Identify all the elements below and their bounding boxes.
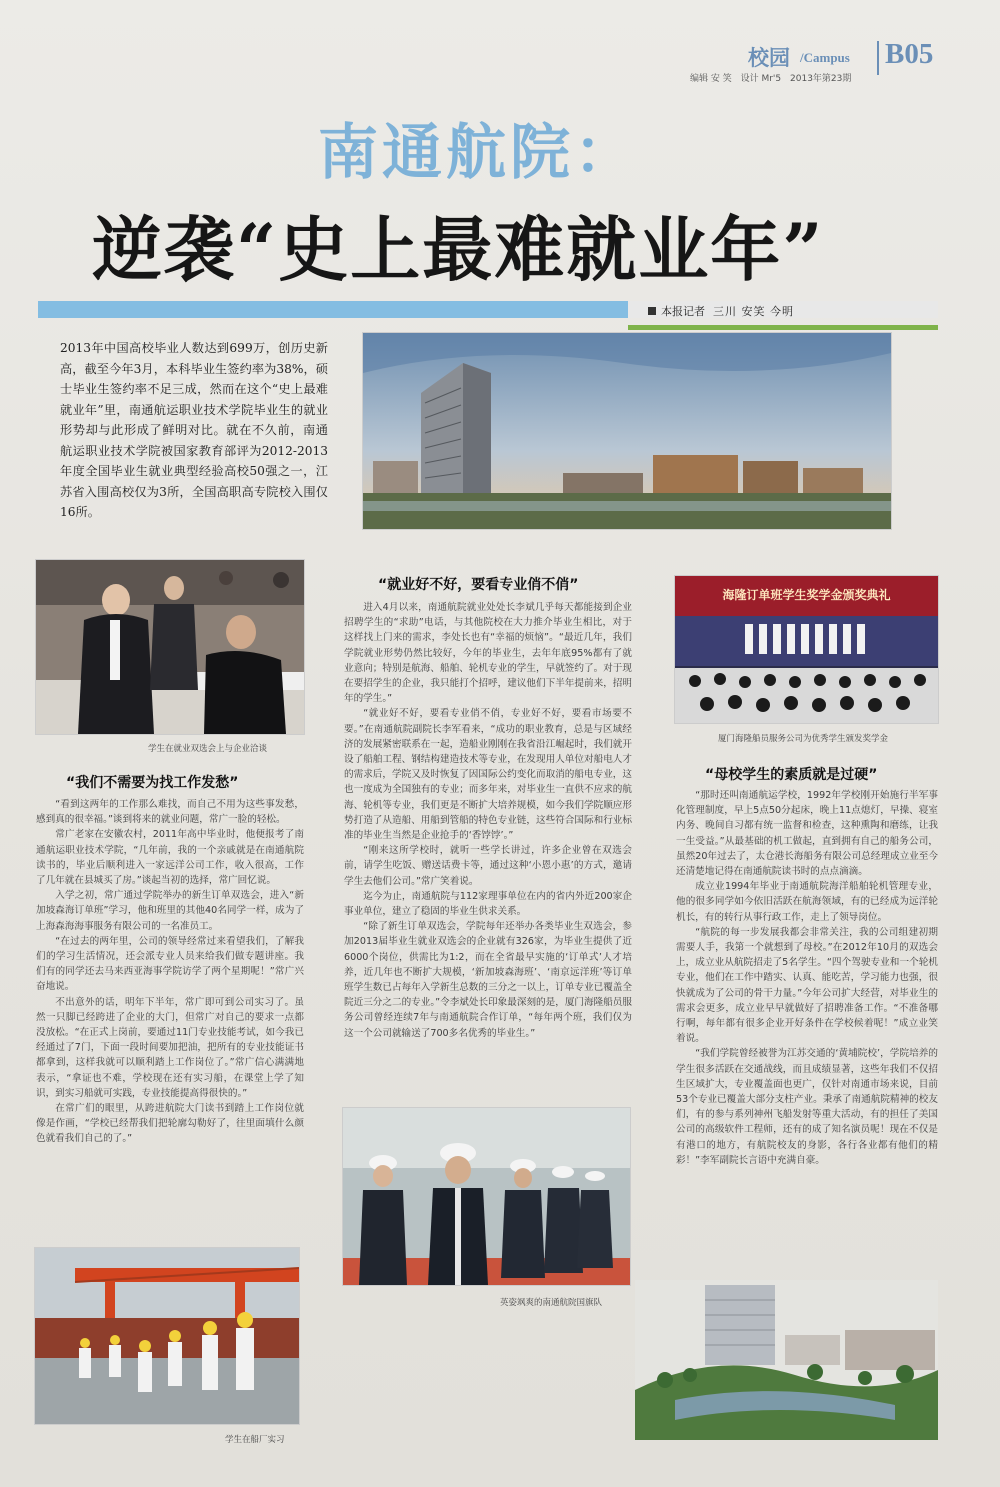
section-1-heading: “我们不需要为找工作发愁” [66,775,239,791]
section-1-body [36,797,304,1147]
flag-team-photo [343,1108,630,1285]
title-rule-blue [38,301,628,318]
paragraph: “航院的每一步发展我都会非常关注，我的公司组建初期需要人手，我第一个就想到了母校。”在2012年10月的双选会上，成立业从航院招走了5名学生。“四个驾驶专业和一个轮机专业，他们在工作中踏实、认真、能吃苦，学习能力也强，很快就成为了公司的骨干力量。”今年公司扩大经营，对毕业生的需求会更多，成立业早早就做好了招聘准备工作。“不准备哪行啊，每年都有很多企业开好条件在学校候着呢！”成立业笑着说。 [676,926,938,1045]
headline-line-1: 南通航院： [318,118,638,188]
section-2-body [344,600,632,1041]
shipyard-photo [35,1248,299,1424]
editor-credit: 编辑 安 笑 [690,74,732,84]
campus-aerial-photo [635,1280,938,1440]
paragraph: 常广老家在安徽农村，2011年高中毕业时，他便报考了南通航运职业技术学院，“几年前，我的一个亲戚就是在南通航院读书的，毕业后顺利进入一家远洋公司工作，收入很高，工作了几年就在县城买了房。”谈起当初的选择，常广回忆说。 [36,829,304,887]
award-banner-text: 海隆订单班学生奖学金颁奖典礼 [722,588,891,602]
paragraph: “除了新生订单双选会，学院每年还举办各类毕业生双选会，参加2013届毕业生就业双选会的企业就有326家，为毕业生提供了近6000个岗位，供需比为1:2，而在全省最早实施的‘订单式’人才培养，近几年也不断扩大规模，‘新加坡森海班’、‘南京远洋班’等订单班学生数已占每年入学新生总数的三分之一以上，订单专业已覆盖全院近三分之二的专业。”令李斌处长印象最深刻的是，厦门海隆船员服务公司曾经连续7年与南通航院合作订单，“每年两个班，我们仅为这一个公司就输送了700多名优秀的毕业生。” [344,921,632,1039]
byline-label: 本报记者 [661,305,705,318]
caption-shipyard: 学生在船厂实习 [225,1435,285,1445]
caption-job-fair: 学生在就业双选会上与企业洽谈 [148,744,268,754]
paragraph: 迄今为止，南通航院与112家理事单位在内的省内外近200家企事业单位，建立了稳固的毕业生供求关系。 [344,890,632,918]
section-3-heading: “母校学生的素质就是过硬” [705,767,878,783]
paragraph: “刚来这所学校时，就听一些学长讲过，许多企业曾在双选会前，请学生吃饭、赠送话费卡等，通过这种‘小恩小惠’的方式，邀请学生去他们公司。”常广笑着说。 [344,845,632,887]
section-2-heading: “就业好不好，要看专业俏不俏” [378,577,579,593]
section-name: 校园 [748,45,790,70]
paragraph: 在常广们的眼里，从跨进航院大门读书到踏上工作岗位就像是作画，“学校已经帮我们把轮廓勾勒好了，往里面填什么颜色就看我们自己的了。” [36,1103,304,1145]
title-rule-green [628,325,938,330]
campus-photo [363,333,891,529]
byline-square-icon [648,307,656,315]
paragraph: 成立业1994年毕业于南通航院海洋船舶轮机管理专业，他的很多同学如今依旧活跃在航海领域，有的已经成为远洋轮机长，有的转行从事行政工作，走上了领导岗位。 [676,881,938,923]
paragraph: “我们学院曾经被誉为江苏交通的‘黄埔院校’，学院培养的学生很多活跃在交通战线，而且成绩显著，这些年我们不仅招生区域扩大，专业覆盖面也更广，仅针对南通市场来说，目前53个专业已覆盖大部分支柱产业。秉承了南通航院精神的校友们，有的参与系列神州飞船发射等重大活动，有的担任了美国公司的高级软件工程师，还有的成了知名演员呢！现在不仅是有港口的地方，有航院校友的身影，各行各业都有他们的精彩！”李军副院长言语中充满自豪。 [676,1048,938,1166]
paragraph: “就业好不好，要看专业俏不俏，专业好不好，要看市场要不要。”在南通航院副院长李军看来，“成功的职业教育，总是与区域经济的发展紧密联系在一起，造船业刚刚在我省沿江崛起时，我们就开设了船舶工程、钢结构建造技术等专业，在发现用人单位对船电人才的需求后，学院又及时恢复了因国际公约变化而取消的船电专业，这也一度成为全国独有的专业；而多年来，对毕业生一直供不应求的航海、轮机等专业，我们更是不断扩大培养规模，如今我们学院顺应形势打造了从造船、用船到管船的特色专业链，这些符合国际和行业标准的毕业生当然是企业抢手的‘香饽饽’。” [344,708,632,842]
job-fair-photo [36,560,304,734]
caption-award: 厦门海隆船员服务公司为优秀学生颁发奖学金 [718,734,889,744]
headline-line-2: 逆袭“史上最难就业年” [92,208,825,291]
byline-names: 三川 安笑 今明 [713,305,794,318]
designer-credit: 设计 Mr'5 [740,74,782,84]
header-divider [877,41,879,75]
paragraph: 不出意外的话，明年下半年，常广即可到公司实习了。虽然一只脚已经跨进了企业的大门，但常广对自己的要求一点都没放松。“在正式上岗前，要通过11门专业技能考试，如今我已经通过了7门，下面一段时间要加把油，把所有的专业技能证书都拿到，这样我就可以顺利踏上工作岗位了。”常广信心满满地表示，“拿证也不难，学校现在还有实习船，在课堂上学了知识，到实习船就可实践，专业技能提高得很快的。” [36,996,304,1099]
paragraph: 进入4月以来，南通航院就业处处长李斌几乎每天都能接到企业招聘学生的“求助”电话，与其他院校在大力推介毕业生相比，对于这样找上门来的需求，李处长也有“幸福的烦恼”。“最近几年，我们学院就业形势仍然比较好，今年的毕业生，去年年底95%都有了就业意向；特别是航海、船舶、轮机专业的学生，早就签约了。对于现在要招学生的企业，我只能打个招呼，建议他们下半年提前来，招明年的学生。” [344,602,632,705]
page-number: B05 [885,38,934,70]
section-name-en: /Campus [800,50,850,65]
paragraph: “看到这两年的工作那么难找，而自己不用为这些事发愁，感到真的很幸福。”谈到将来的就业问题，常广一脸的轻松。 [36,799,304,826]
issue-number: 2013年第23期 [790,74,852,84]
paragraph: “在过去的两年里，公司的领导经常过来看望我们，了解我们的学习生活情况，还会派专业人员来给我们做专题讲座。我们有的同学还去马来西亚海事学院访学了两个星期呢！”常广兴奋地说。 [36,935,304,993]
intro-paragraph: 2013年中国高校毕业人数达到699万，创历史新高，截至今年3月，本科毕业生签约率为38%，硕士毕业生签约率不足三成，然而在这个“史上最难就业年”里，南通航运职业技术学院毕业生的就业形势却与此形成了鲜明对比。就在不久前，南通航运职业技术学院被国家教育部评为2012-2013年度全国毕业生就业典型经验高校50强之一，江苏省入围高校仅为3所，全国高职高专院校入围仅16所。 [60,341,328,519]
paragraph: “那时还叫南通航运学校，1992年学校刚开始施行半军事化管理制度，早上5点50分起床，晚上11点熄灯，早操、寝室内务、晚间自习都有统一监督和检查，这种熏陶和磨练，让我一生受益。”从最基础的机工做起，直到拥有自己的船务公司，虽然20年过去了，太仓港长海船务有限公司总经理成立业至今还清楚地记得在南通航院读书时的点点滴滴。 [676,790,938,878]
award-ceremony-photo [675,576,938,723]
page-header [690,38,990,88]
paragraph: 入学之初，常广通过学院举办的新生订单双选会，进入“新加坡森海订单班”学习，他和班里的其他40名同学一样，成为了上海森海海事服务有限公司的一名准员工。 [36,890,304,932]
byline [648,303,794,319]
section-3-body [676,788,938,1168]
header-meta [690,71,857,84]
caption-flag-team: 英姿飒爽的南通航院国旗队 [500,1298,603,1308]
